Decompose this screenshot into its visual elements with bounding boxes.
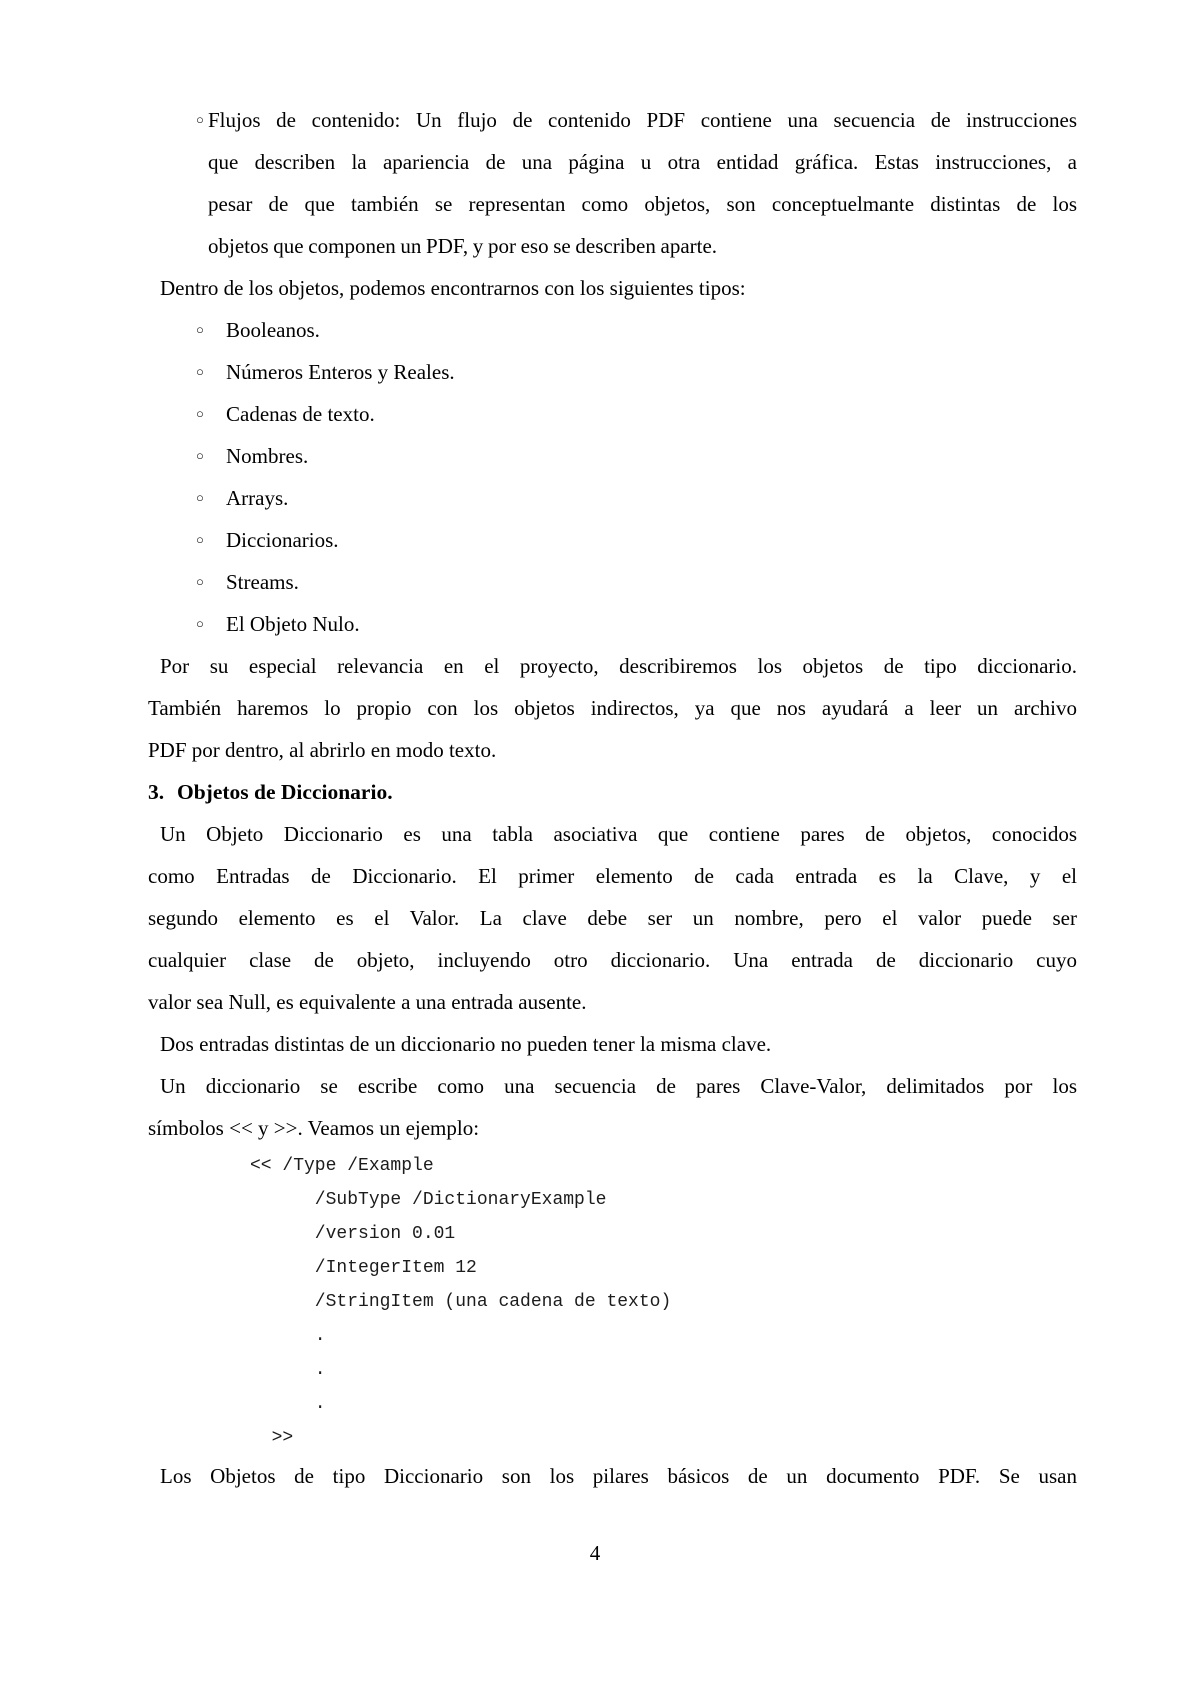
code-line: .	[250, 1326, 326, 1346]
paragraph-pilares	[148, 1455, 1077, 1497]
list-item	[148, 561, 1077, 603]
circle-bullet-icon: ○	[196, 112, 204, 127]
list-item	[148, 435, 1077, 477]
list-item	[148, 309, 1077, 351]
paragraph-dos-entradas	[148, 1023, 1077, 1065]
paragraph-line: cualquier clase de objeto, incluyendo otro diccionario. Una entrada de diccionario cuyo	[148, 948, 1077, 972]
paragraph-line: pesar de que también se representan como objetos, son conceptuelmante distintas de los	[208, 192, 1077, 216]
paragraph-line: valor sea Null, es equivalente a una entrada ausente.	[148, 990, 587, 1014]
paragraph-line: símbolos << y >>. Veamos un ejemplo:	[148, 1116, 480, 1140]
paragraph-line: Los Objetos de tipo Diccionario son los pilares básicos de un documento PDF. Se usan	[160, 1464, 1077, 1488]
paragraph-line: Por su especial relevancia en el proyecto, describiremos los objetos de tipo diccionario.	[160, 654, 1077, 678]
list-item-label: Booleanos.	[226, 318, 320, 342]
paragraph-line: que describen la apariencia de una página u otra entidad gráfica. Estas instrucciones, a	[208, 150, 1077, 174]
list-item-label: El Objeto Nulo.	[226, 612, 360, 636]
circle-bullet-icon: ○	[196, 448, 204, 463]
code-line: /version 0.01	[250, 1224, 456, 1244]
paragraph-dentro	[148, 267, 1077, 309]
circle-bullet-icon: ○	[196, 406, 204, 421]
bullet-item-flujos	[148, 99, 1077, 267]
list-item	[148, 603, 1077, 645]
code-line: /IntegerItem 12	[250, 1258, 477, 1278]
page-number: 4	[589, 1541, 601, 1565]
section-heading-objetos-de-diccionario	[148, 771, 1077, 813]
list-item	[148, 477, 1077, 519]
paragraph-line: segundo elemento es el Valor. La clave debe ser un nombre, pero el valor puede ser	[148, 906, 1077, 930]
list-item	[148, 393, 1077, 435]
paragraph-line: objetos que componen un PDF, y por eso se describen aparte.	[208, 234, 718, 258]
circle-bullet-icon: ○	[196, 532, 204, 547]
list-item-label: Números Enteros y Reales.	[226, 360, 455, 384]
paragraph-se-escribe	[148, 1065, 1077, 1149]
paragraph-line: como Entradas de Diccionario. El primer elemento de cada entrada es la Clave, y el	[148, 864, 1077, 888]
code-line: << /Type /Example	[250, 1156, 434, 1176]
paragraph-line: Un diccionario se escribe como una secuencia de pares Clave-Valor, delimitados por los	[160, 1074, 1077, 1098]
paragraph-line: Un Objeto Diccionario es una tabla asociativa que contiene pares de objetos, conocidos	[160, 822, 1077, 846]
paragraph-line: Dos entradas distintas de un diccionario no pueden tener la misma clave.	[160, 1032, 772, 1056]
heading-number: 3.	[148, 780, 165, 804]
code-line: /SubType /DictionaryExample	[250, 1190, 607, 1210]
page-content	[148, 99, 1077, 1497]
paragraph-relevancia	[148, 645, 1077, 771]
paragraph-line: También haremos lo propio con los objetos indirectos, ya que nos ayudará a leer un archivo	[148, 696, 1077, 720]
paragraph-line: Dentro de los objetos, podemos encontrarnos con los siguientes tipos:	[160, 276, 746, 300]
circle-bullet-icon: ○	[196, 616, 204, 631]
list-item-label: Nombres.	[226, 444, 309, 468]
list-item-label: Arrays.	[226, 486, 289, 510]
code-line: .	[250, 1360, 326, 1380]
object-type-list	[148, 309, 1077, 645]
circle-bullet-icon: ○	[196, 490, 204, 505]
circle-bullet-icon: ○	[196, 574, 204, 589]
circle-bullet-icon: ○	[196, 364, 204, 379]
paragraph-line: PDF por dentro, al abrirlo en modo texto.	[148, 738, 497, 762]
code-line: /StringItem (una cadena de texto)	[250, 1292, 672, 1312]
code-block-dictionary-example	[250, 1149, 1077, 1455]
code-line: .	[250, 1394, 326, 1414]
heading-title: Objetos de Diccionario.	[177, 780, 393, 804]
code-line: >>	[250, 1428, 294, 1448]
list-item-label: Cadenas de texto.	[226, 402, 375, 426]
paragraph-objeto-diccionario	[148, 813, 1077, 1023]
list-item	[148, 519, 1077, 561]
paragraph-line: Flujos de contenido: Un flujo de contenido PDF contiene una secuencia de instrucciones	[208, 108, 1077, 132]
list-item-label: Streams.	[226, 570, 299, 594]
list-item	[148, 351, 1077, 393]
circle-bullet-icon: ○	[196, 322, 204, 337]
list-item-label: Diccionarios.	[226, 528, 339, 552]
